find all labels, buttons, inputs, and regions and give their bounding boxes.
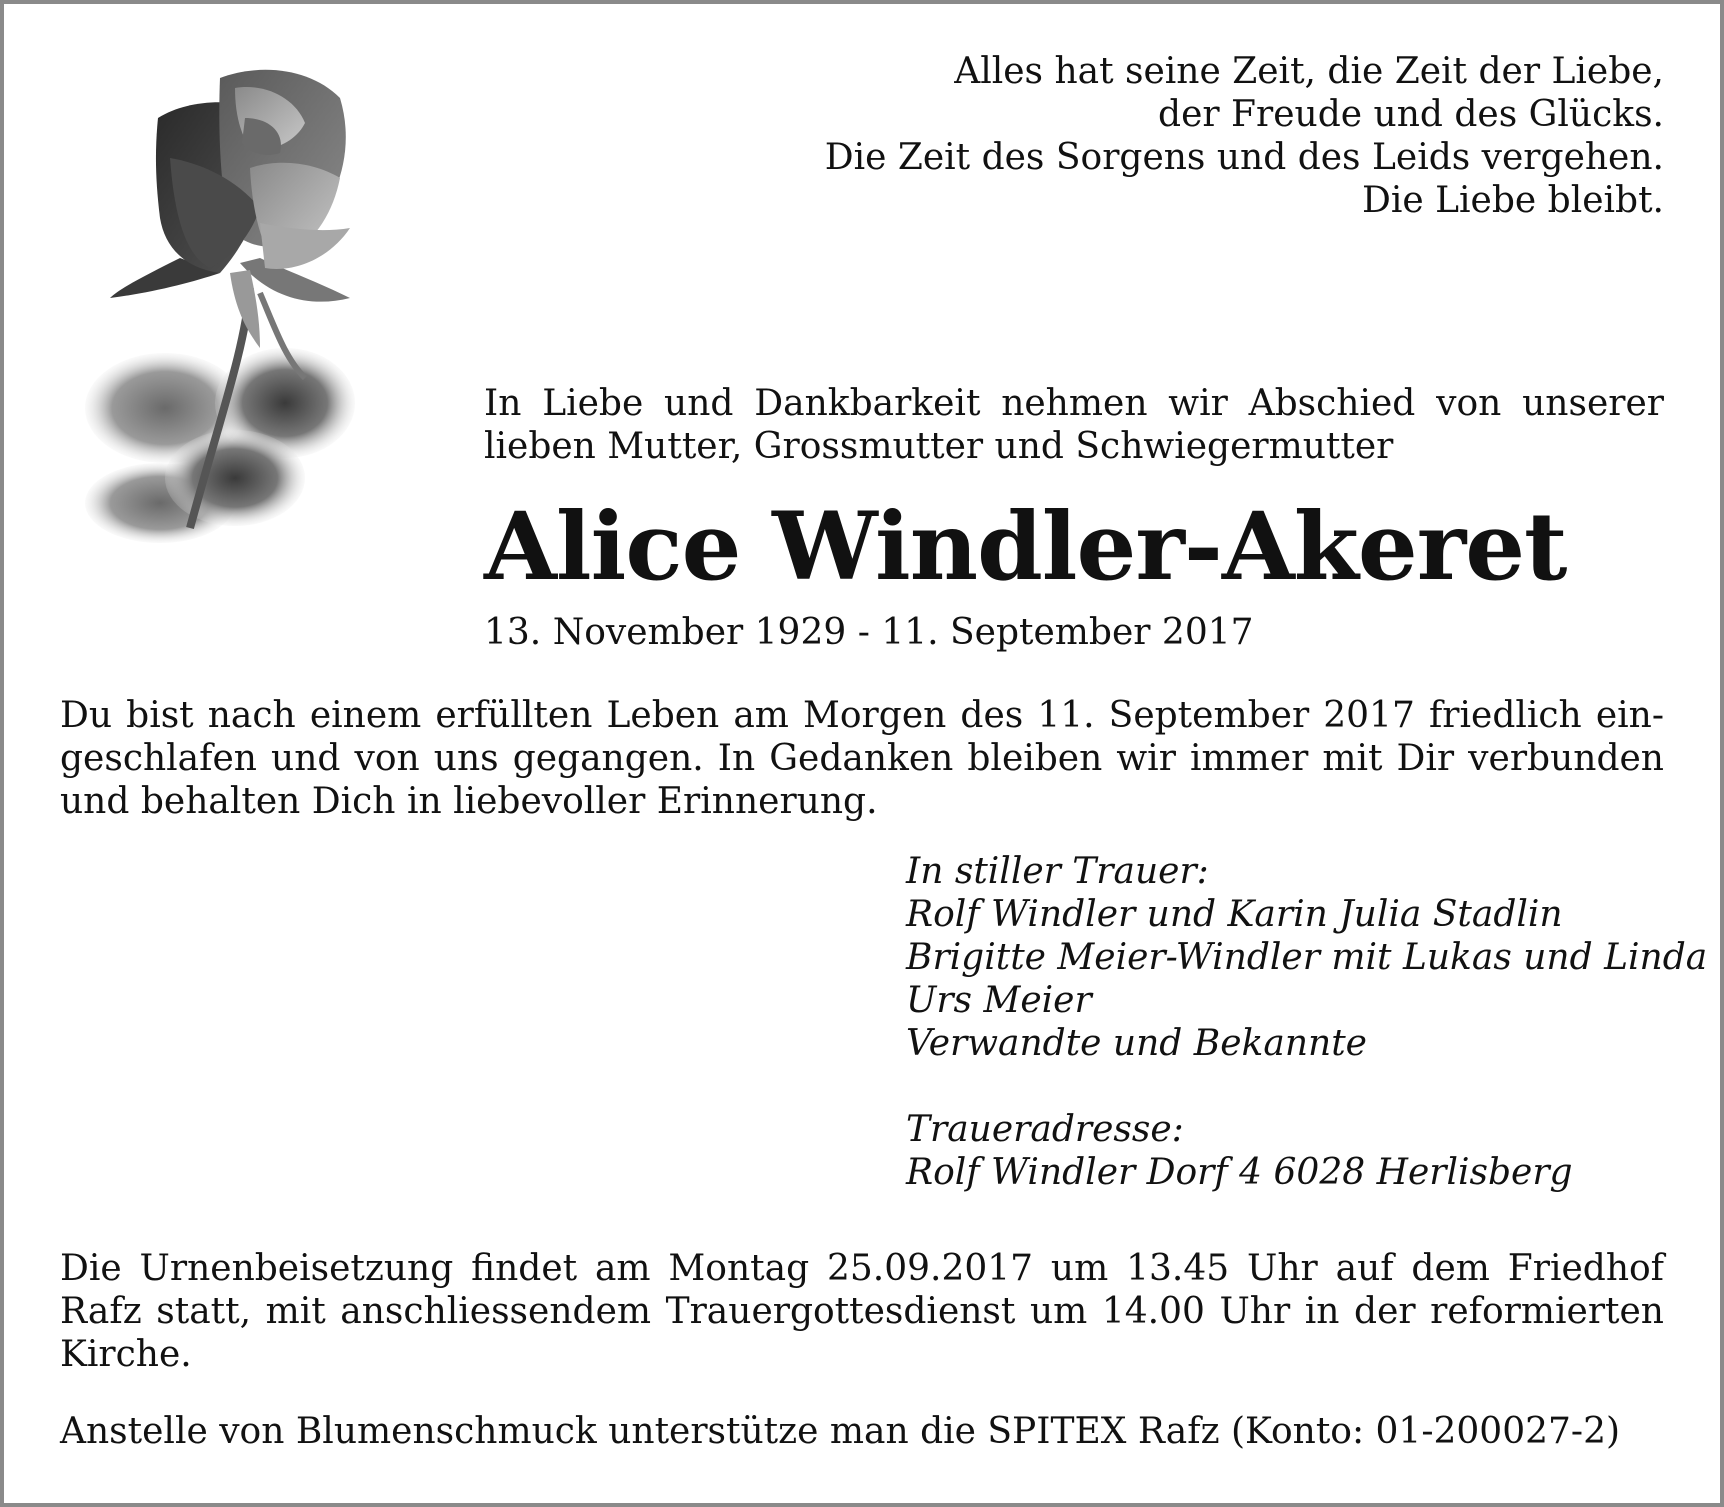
mourners-block <box>906 850 1708 1194</box>
message-line: geschlafen und von uns gegangen. In Gedanken bleiben wir immer mit Dir verbunden <box>60 738 1664 779</box>
burial-line: Die Urnenbeisetzung findet am Montag 25.09.2017 um 13.45 Uhr auf dem Friedhof <box>60 1248 1664 1289</box>
motto-line: der Freude und des Glücks. <box>1158 94 1664 135</box>
farewell-intro <box>484 382 1664 468</box>
farewell-message <box>60 694 1664 823</box>
life-dates: 13. November 1929 - 11. September 2017 <box>484 612 1254 653</box>
mourner-name: Verwandte und Bekannte <box>906 1023 1367 1064</box>
mourner-name: Brigitte Meier-Windler mit Lukas und Linda <box>906 937 1708 978</box>
mourners-heading: In stiller Trauer: <box>906 851 1209 892</box>
deceased-name: Alice Windler-Akeret <box>484 492 1567 602</box>
motto-verse <box>764 50 1664 222</box>
motto-line: Alles hat seine Zeit, die Zeit der Liebe, <box>954 51 1664 92</box>
spacer <box>906 1065 1666 1108</box>
message-line: Du bist nach einem erfüllten Leben am Morgen des 11. September 2017 friedlich ein- <box>60 695 1664 736</box>
burial-line: Kirche. <box>60 1334 192 1375</box>
burial-line: Rafz statt, mit anschliessendem Trauergottesdienst um 14.00 Uhr in der reformierten <box>60 1291 1664 1332</box>
intro-line: In Liebe und Dankbarkeit nehmen wir Abschied von unserer <box>484 383 1664 424</box>
intro-line: lieben Mutter, Grossmutter und Schwiegermutter <box>484 426 1394 467</box>
mourner-name: Rolf Windler und Karin Julia Stadlin <box>906 894 1563 935</box>
donation-note: Anstelle von Blumenschmuck unterstütze man die SPITEX Rafz (Konto: 01-200027-2) <box>60 1411 1621 1452</box>
address-heading: Traueradresse: <box>906 1109 1184 1150</box>
message-line: und behalten Dich in liebevoller Erinnerung. <box>60 781 878 822</box>
burial-notice <box>60 1247 1664 1376</box>
rose-illustration <box>70 58 400 548</box>
mourning-address: Rolf Windler Dorf 4 6028 Herlisberg <box>906 1152 1573 1193</box>
motto-line: Die Zeit des Sorgens und des Leids vergehen. <box>824 137 1664 178</box>
motto-line: Die Liebe bleibt. <box>1362 180 1664 221</box>
mourner-name: Urs Meier <box>906 980 1092 1021</box>
